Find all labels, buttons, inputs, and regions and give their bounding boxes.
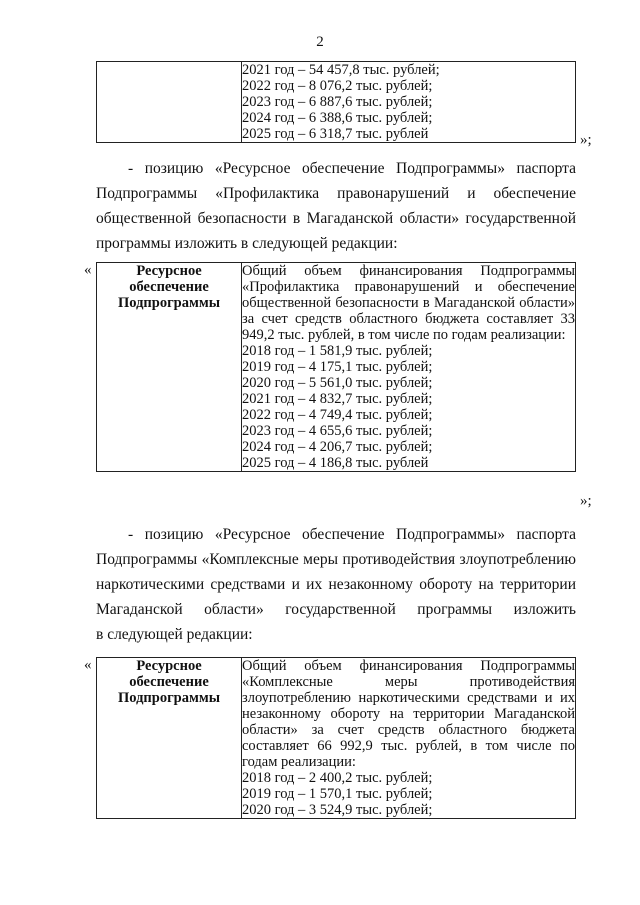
funding-description: Общий объем финансирования Подпрограммы «Комплексные меры противодействия злоупотреблению наркотическими средствами и их незаконному обороту на территории Магаданской области» за счет средств областного бюджета составляет 66 992,9 тыс. рублей, в том числе по годам реализации: (242, 658, 575, 770)
year-line: 2019 год – 4 175,1 тыс. рублей; (242, 359, 433, 375)
year-line: 2022 год – 8 076,2 тыс. рублей; (242, 78, 433, 94)
paragraph-line: - позицию «Ресурсное обеспечение Подпрограммы» паспорта (128, 160, 576, 177)
heading-line: Ресурсное (136, 263, 202, 279)
year-line: 2024 год – 6 388,6 тыс. рублей; (242, 110, 433, 126)
paragraph-line: - позицию «Ресурсное обеспечение Подпрограммы» паспорта (128, 526, 576, 543)
table-right-cell (242, 62, 576, 143)
page-number: 2 (316, 34, 324, 50)
year-list (242, 770, 575, 818)
paragraph-line: наркотическими средствами и их незаконному обороту на территории (96, 576, 576, 593)
year-line: 2024 год – 4 206,7 тыс. рублей; (242, 439, 433, 455)
year-line: 2022 год – 4 749,4 тыс. рублей; (242, 407, 433, 423)
paragraph-line: Подпрограммы «Комплексные меры противодействия злоупотреблению (96, 551, 576, 568)
paragraph-line: программы изложить в следующей редакции: (96, 235, 398, 252)
paragraph-line: Подпрограммы «Профилактика правонарушений и обеспечение (96, 185, 576, 202)
funding-description: Общий объем финансирования Подпрограммы «Профилактика правонарушений и обеспечение общественной безопасности в Магаданской области» за счет средств областного бюджета составляет 33 949,2 тыс. рублей, в том числе по годам реализации: (242, 263, 575, 343)
table-heading-cell (97, 658, 242, 819)
year-line: 2018 год – 1 581,9 тыс. рублей; (242, 343, 433, 359)
year-list (242, 343, 575, 471)
funding-table (96, 657, 576, 819)
year-list (242, 62, 575, 142)
year-line: 2019 год – 1 570,1 тыс. рублей; (242, 786, 433, 802)
table-heading-cell (97, 263, 242, 472)
heading-line: обеспечение (129, 279, 209, 295)
closing-quote: »; (580, 493, 592, 509)
instruction-paragraph (96, 156, 576, 256)
heading-line: Подпрограммы (117, 295, 221, 311)
paragraph-line: общественной безопасности в Магаданской области» государственной (96, 210, 576, 227)
year-line: 2021 год – 54 457,8 тыс. рублей; (242, 62, 440, 78)
heading-line: обеспечение (129, 674, 209, 690)
opening-quote: « (84, 657, 92, 673)
paragraph-line: Магаданской области» государственной программы изложить (96, 601, 576, 618)
table-right-cell (242, 658, 576, 819)
funding-table (96, 262, 576, 472)
year-line: 2020 год – 3 524,9 тыс. рублей; (242, 802, 433, 818)
closing-quote: »; (580, 132, 592, 148)
heading-line: Ресурсное (136, 658, 202, 674)
funding-table-continued (96, 61, 576, 143)
year-line: 2025 год – 4 186,8 тыс. рублей (242, 455, 429, 471)
year-line: 2021 год – 4 832,7 тыс. рублей; (242, 391, 433, 407)
table-right-cell (242, 263, 576, 472)
heading-line: Подпрограммы (117, 690, 221, 706)
paragraph-line: в следующей редакции: (96, 626, 253, 643)
year-line: 2020 год – 5 561,0 тыс. рублей; (242, 375, 433, 391)
opening-quote: « (84, 262, 92, 278)
year-line: 2018 год – 2 400,2 тыс. рублей; (242, 770, 433, 786)
year-line: 2025 год – 6 318,7 тыс. рублей (242, 126, 429, 142)
table-left-cell (97, 62, 242, 143)
year-line: 2023 год – 6 887,6 тыс. рублей; (242, 94, 433, 110)
instruction-paragraph (96, 522, 576, 647)
year-line: 2023 год – 4 655,6 тыс. рублей; (242, 423, 433, 439)
